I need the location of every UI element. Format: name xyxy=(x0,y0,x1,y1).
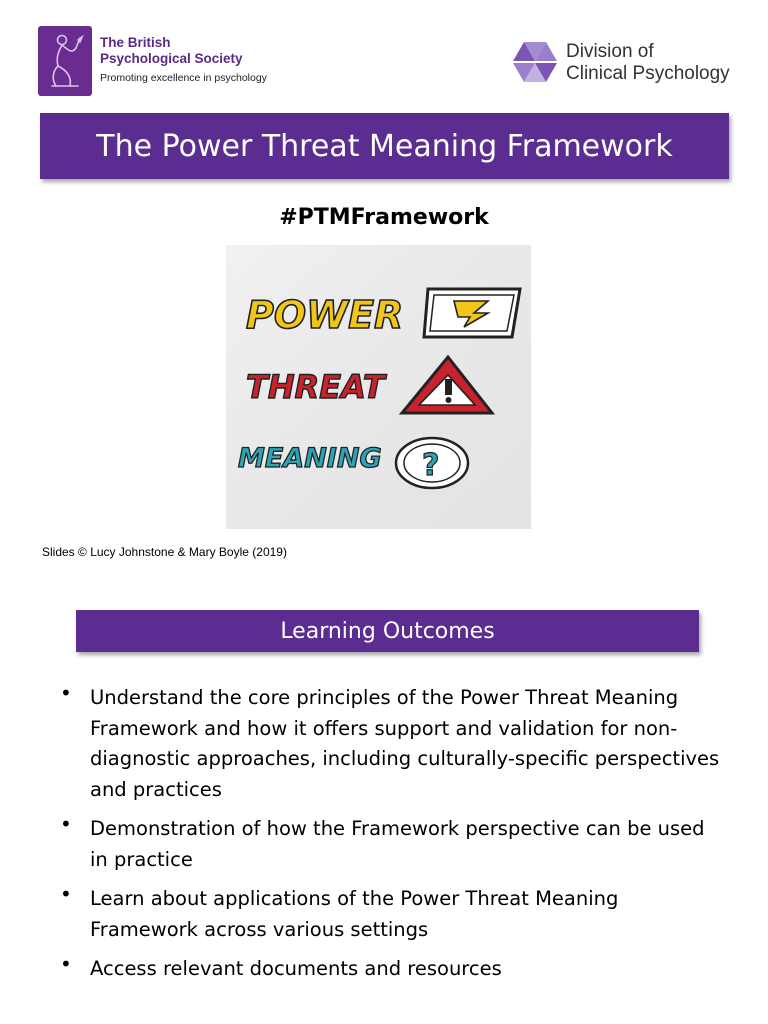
list-item-line: Framework across various settings xyxy=(90,917,429,941)
bullet: • xyxy=(60,952,72,976)
question-icon xyxy=(396,438,468,488)
list-item xyxy=(56,954,756,985)
hashtag: #PTMFramework xyxy=(279,205,489,230)
dcp-hexagon-icon xyxy=(510,40,560,84)
bps-name-line2: Psychological Society xyxy=(100,51,243,66)
bullet: • xyxy=(60,812,72,836)
bps-name-line1: The British xyxy=(100,35,171,50)
list-item-line: Understand the core principles of the Power Threat Meaning xyxy=(90,686,679,709)
image-credit: Slides © Lucy Johnstone & Mary Boyle (2019) xyxy=(42,545,287,559)
threat-word: THREAT xyxy=(246,368,385,406)
list-item-line: and practices xyxy=(90,777,222,801)
bps-emblem-icon xyxy=(38,26,92,96)
list-item-line: diagnostic approaches, including culturally-specific perspectives xyxy=(90,747,720,770)
list-item-line: Demonstration of how the Framework perspective can be used xyxy=(90,817,705,840)
outcomes-list xyxy=(56,683,756,994)
ptm-illustration xyxy=(226,245,531,529)
meaning-word: MEANING xyxy=(238,443,382,474)
svg-text:?: ? xyxy=(422,448,440,483)
list-item xyxy=(56,814,756,875)
list-item-line: in practice xyxy=(90,847,193,871)
bps-tagline: Promoting excellence in psychology xyxy=(100,72,267,84)
dcp-logo xyxy=(510,40,735,88)
lightning-icon xyxy=(424,289,520,337)
bullet: • xyxy=(60,681,72,705)
dcp-line1: Division of xyxy=(566,41,654,62)
bps-logo xyxy=(38,26,270,96)
list-item-line: Framework and how it offers support and validation for non- xyxy=(90,716,678,740)
list-item-line: Learn about applications of the Power Threat Meaning xyxy=(90,887,619,910)
power-word: POWER xyxy=(246,293,404,337)
bullet: • xyxy=(60,882,72,906)
page-title: The Power Threat Meaning Framework xyxy=(40,113,729,179)
dcp-line2: Clinical Psychology xyxy=(566,63,730,84)
list-item-line: Access relevant documents and resources xyxy=(90,957,502,980)
outcomes-heading: Learning Outcomes xyxy=(76,610,699,652)
list-item xyxy=(56,683,756,805)
list-item xyxy=(56,884,756,945)
